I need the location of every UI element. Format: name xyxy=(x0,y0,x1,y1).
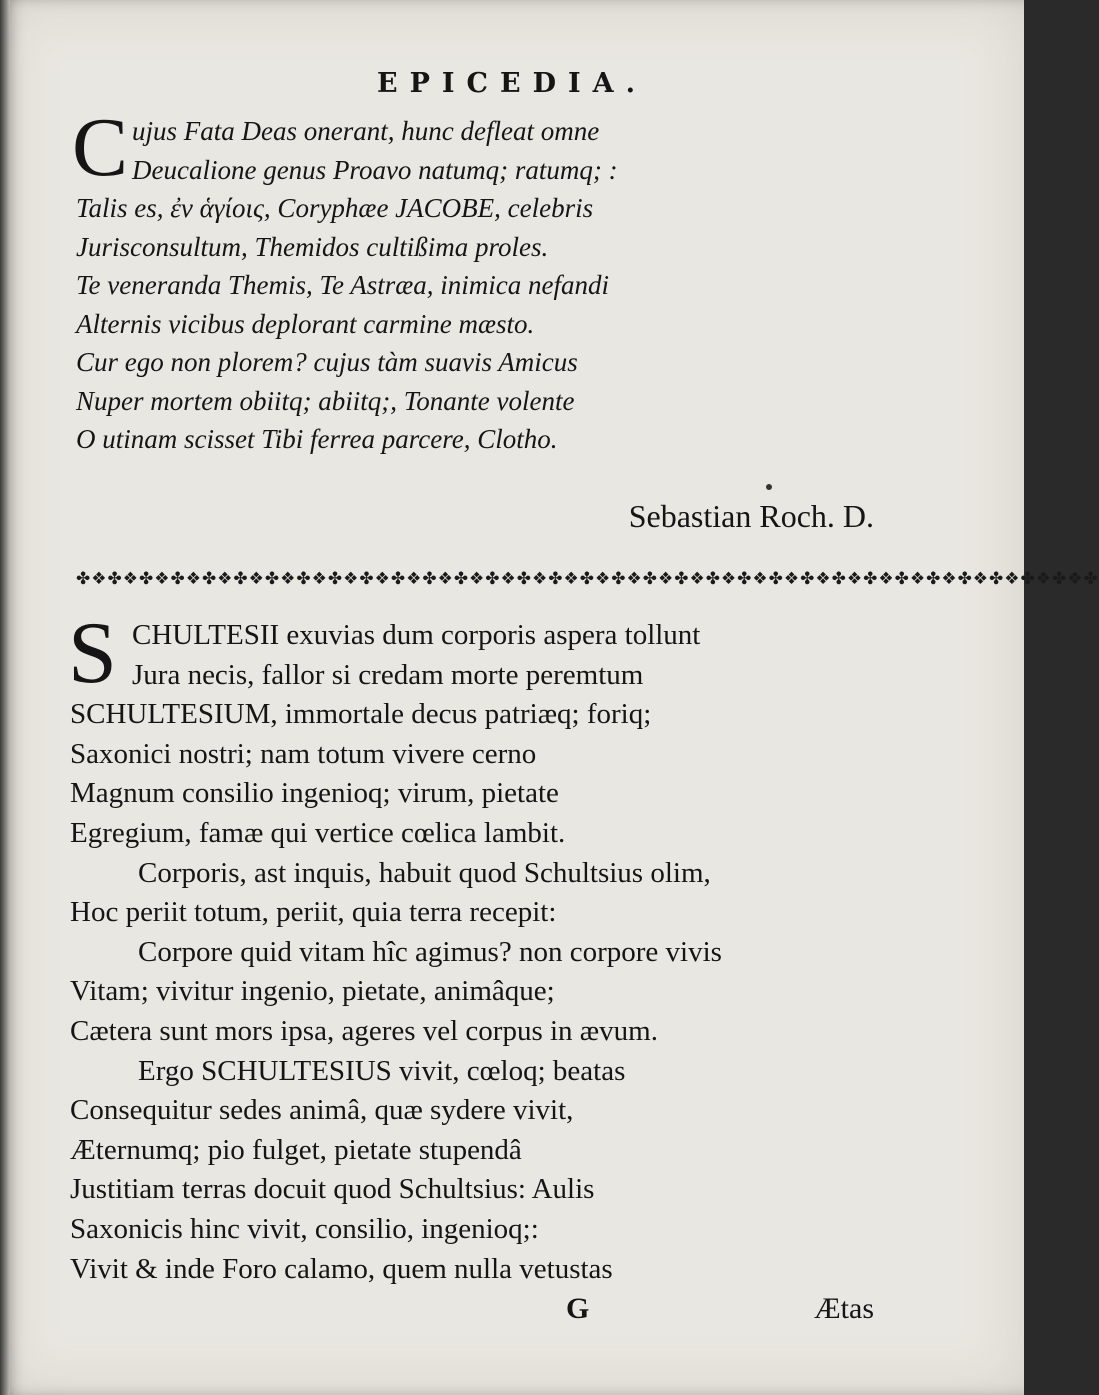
verse-line: Jurisconsultum, Themidos cultißima proles. xyxy=(76,231,549,262)
epicedium-poem-2 xyxy=(68,605,900,1289)
page-footer xyxy=(0,1292,1024,1332)
drop-capital: C xyxy=(72,101,129,194)
verse-line: Ergo SCHULTESIUS vivit, cœloq; beatas xyxy=(138,1054,626,1087)
verse-line: Te veneranda Themis, Te Astræa, inimica nefandi xyxy=(76,270,610,300)
verse-line: Magnum consilio ingenioq; virum, pietate xyxy=(70,777,559,810)
verse-line: Cætera sunt mors ipsa, ageres vel corpus in ævum. xyxy=(70,1014,658,1047)
verse-line: Corporis, ast inquis, habuit quod Schultsius olim, xyxy=(138,856,711,889)
verse-line: Corpore quid vitam hîc agimus? non corpore vivis xyxy=(138,935,722,968)
verse-line: Deucalione genus Proavo natumq; ratumq; : xyxy=(132,154,618,185)
verse-line: Saxonicis hinc vivit, consilio, ingenioq;: xyxy=(70,1212,539,1245)
verse-line: Alternis vicibus deplorant carmine mæsto. xyxy=(76,308,535,339)
verse-line: Vivit & inde Foro calamo, quem nulla vetustas xyxy=(70,1252,613,1285)
verse-line: Vitam; vivitur ingenio, pietate, animâque; xyxy=(70,975,555,1008)
verse-line: ujus Fata Deas onerant, hunc defleat omne xyxy=(132,116,600,146)
verse-line: O utinam scisset Tibi ferrea parcere, Clotho. xyxy=(76,424,558,454)
verse-line: Æternumq; pio fulget, pietate stupendâ xyxy=(70,1133,522,1166)
verse-line: Cur ego non plorem? cujus tàm suavis Amicus xyxy=(76,347,578,377)
page-gutter-shadow xyxy=(0,0,10,1395)
catchword: Ætas xyxy=(814,1292,874,1325)
ornamental-divider: ✤❖✤❖✤❖✤❖✤❖✤❖✤❖✤❖✤❖✤❖✤❖✤❖✤❖✤❖✤❖✤❖✤❖✤❖✤❖✤❖✤❖✤❖✤❖✤❖✤❖✤❖✤❖✤❖✤❖✤❖✤❖✤❖✤ xyxy=(76,569,1099,589)
verse-line: Nuper mortem obiitq; abiitq;, Tonante volente xyxy=(76,385,575,416)
signature-mark: G xyxy=(566,1292,590,1325)
verse-line: SCHULTESIUM, immortale decus patriæq; foriq; xyxy=(70,698,652,731)
verse-line: Consequitur sedes animâ, quæ sydere vivit, xyxy=(70,1094,574,1127)
verse-line: Justitiam terras docuit quod Schultsius: Aulis xyxy=(70,1173,595,1206)
author-signature: Sebastian Roch. D. xyxy=(628,498,874,534)
drop-capital: S xyxy=(68,605,117,702)
verse-line: Hoc periit totum, periit, quia terra recepit: xyxy=(70,896,557,929)
ink-speck xyxy=(766,484,772,490)
verse-line: CHULTESII exuvias dum corporis aspera tollunt xyxy=(132,619,701,651)
running-title: EPICEDIA. xyxy=(377,68,647,99)
verse-line: Talis es, ἐν ἁγίοις, Coryphæe JACOBE, celebris xyxy=(76,193,594,223)
epicedium-poem-1 xyxy=(72,101,916,459)
verse-line: Egregium, famæ qui vertice cœlica lambit. xyxy=(70,816,566,849)
verse-line: Jura necis, fallor si credam morte peremtum xyxy=(132,658,644,691)
verse-line: Saxonici nostri; nam totum vivere cerno xyxy=(70,737,537,770)
